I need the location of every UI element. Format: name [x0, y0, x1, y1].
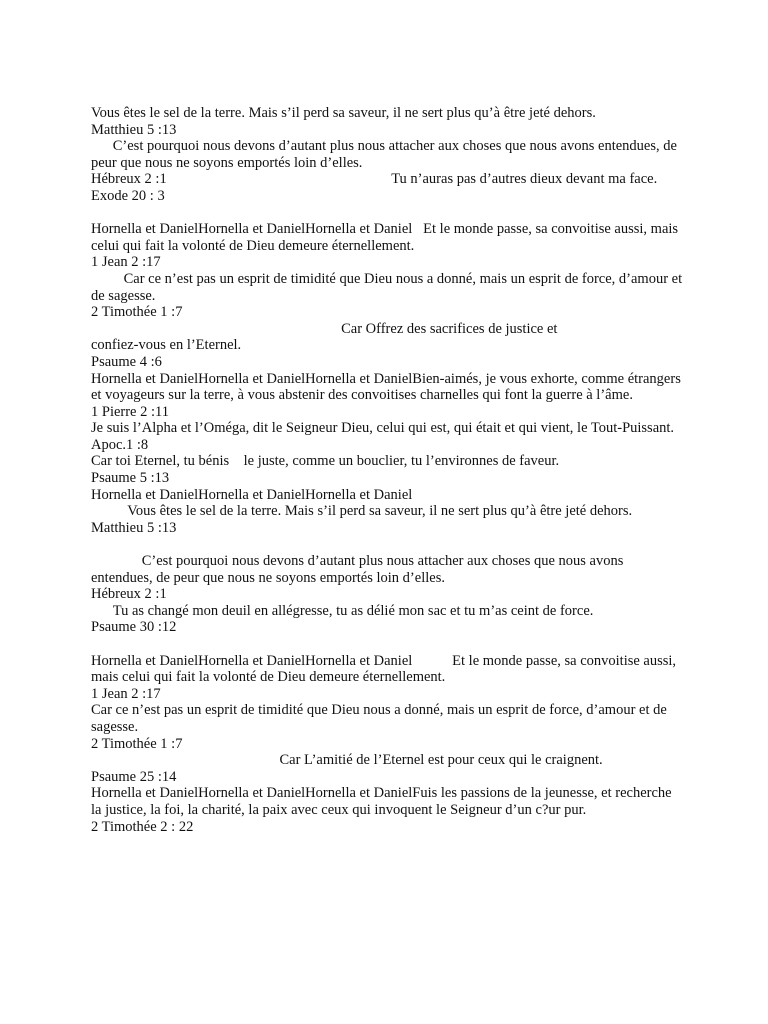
text-paragraph: Exode 20 : 3: [91, 187, 165, 204]
text-paragraph: Car ce n’est pas un esprit de timidité que Dieu nous a donné, mais un esprit de force, d’amour et de sagesse.: [91, 702, 671, 735]
text-paragraph: Hornella et DanielHornella et DanielHornella et Daniel Et le monde passe, sa convoitise aussi, mais celui qui fait la volonté de Dieu demeure éternellement.: [91, 652, 680, 686]
document-body: [91, 105, 685, 835]
text-paragraph: Hébreux 2 :1: [91, 586, 167, 603]
text-paragraph: Vous êtes le sel de la terre. Mais s’il perd sa saveur, il ne sert plus qu’à être jeté dehors.: [91, 105, 596, 121]
text-paragraph: C’est pourquoi nous devons d’autant plus nous attacher aux choses que nous avons entendues, de peur que nous ne soyons emportés loin d’elles.: [91, 138, 681, 171]
text-paragraph: Psaume 30 :12: [91, 619, 177, 636]
text-paragraph: Car L’amitié de l’Eternel est pour ceux qui le craignent.: [91, 752, 603, 769]
text-paragraph: C’est pourquoi nous devons d’autant plus nous attacher aux choses que nous avons entendues, de peur que nous ne soyons emportés loin d’elles.: [91, 553, 628, 586]
text-paragraph: 1 Pierre 2 :11: [91, 403, 169, 420]
text-paragraph: Car Offrez des sacrifices de justice et: [91, 320, 558, 337]
text-paragraph: confiez-vous en l’Eternel.: [91, 337, 242, 354]
text-paragraph: [91, 536, 685, 553]
text-paragraph: Car toi Eternel, tu bénis le juste, comme un bouclier, tu l’environnes de faveur.: [91, 453, 560, 470]
text-paragraph: Je suis l’Alpha et l’Oméga, dit le Seigneur Dieu, celui qui est, qui était et qui vient, le Tout-Puissant.: [91, 420, 675, 437]
text-paragraph: Hornella et DanielHornella et DanielHornella et DanielBien-aimés, je vous exhorte, comme étrangers et voyageurs sur la terre, à vous abstenir des convoitises charnelles qui font la guerre à l’âme.: [91, 370, 685, 404]
text-paragraph: Psaume 5 :13: [91, 470, 170, 487]
text-paragraph: Car ce n’est pas un esprit de timidité que Dieu nous a donné, mais un esprit de force, d’amour et de sagesse.: [91, 270, 686, 304]
text-paragraph: Matthieu 5 :13: [91, 121, 177, 138]
text-paragraph: Psaume 4 :6: [91, 353, 162, 370]
text-paragraph: 2 Timothée 1 :7: [91, 735, 183, 752]
text-paragraph: 1 Jean 2 :17: [91, 254, 161, 271]
text-paragraph: Psaume 25 :14: [91, 768, 177, 785]
text-paragraph: Hébreux 2 :1 Tu n’auras pas d’autres dieux devant ma face.: [91, 171, 658, 188]
text-paragraph: 1 Jean 2 :17: [91, 685, 161, 702]
text-paragraph: Hornella et DanielHornella et DanielHornella et DanielFuis les passions de la jeunesse, et recherche la justice, la foi, la charité, la paix avec ceux qui invoquent le Seigneur d’un c?ur pur.: [91, 785, 676, 818]
text-paragraph: Matthieu 5 :13: [91, 519, 177, 536]
text-paragraph: 2 Timothée 2 : 22: [91, 818, 194, 835]
text-paragraph: 2 Timothée 1 :7: [91, 304, 183, 321]
text-paragraph: Hornella et DanielHornella et DanielHornella et Daniel Et le monde passe, sa convoitise aussi, mais celui qui fait la volonté de Dieu demeure éternellement.: [91, 221, 682, 254]
text-paragraph: Vous êtes le sel de la terre. Mais s’il perd sa saveur, il ne sert plus qu’à être jeté dehors.: [91, 503, 633, 520]
text-paragraph: Tu as changé mon deuil en allégresse, tu as délié mon sac et tu m’as ceint de force.: [91, 602, 594, 619]
text-paragraph: [91, 205, 685, 222]
text-paragraph: Apoc.1 :8: [91, 436, 149, 453]
text-paragraph: [91, 636, 685, 653]
text-paragraph: Hornella et DanielHornella et DanielHornella et Daniel: [91, 486, 413, 503]
